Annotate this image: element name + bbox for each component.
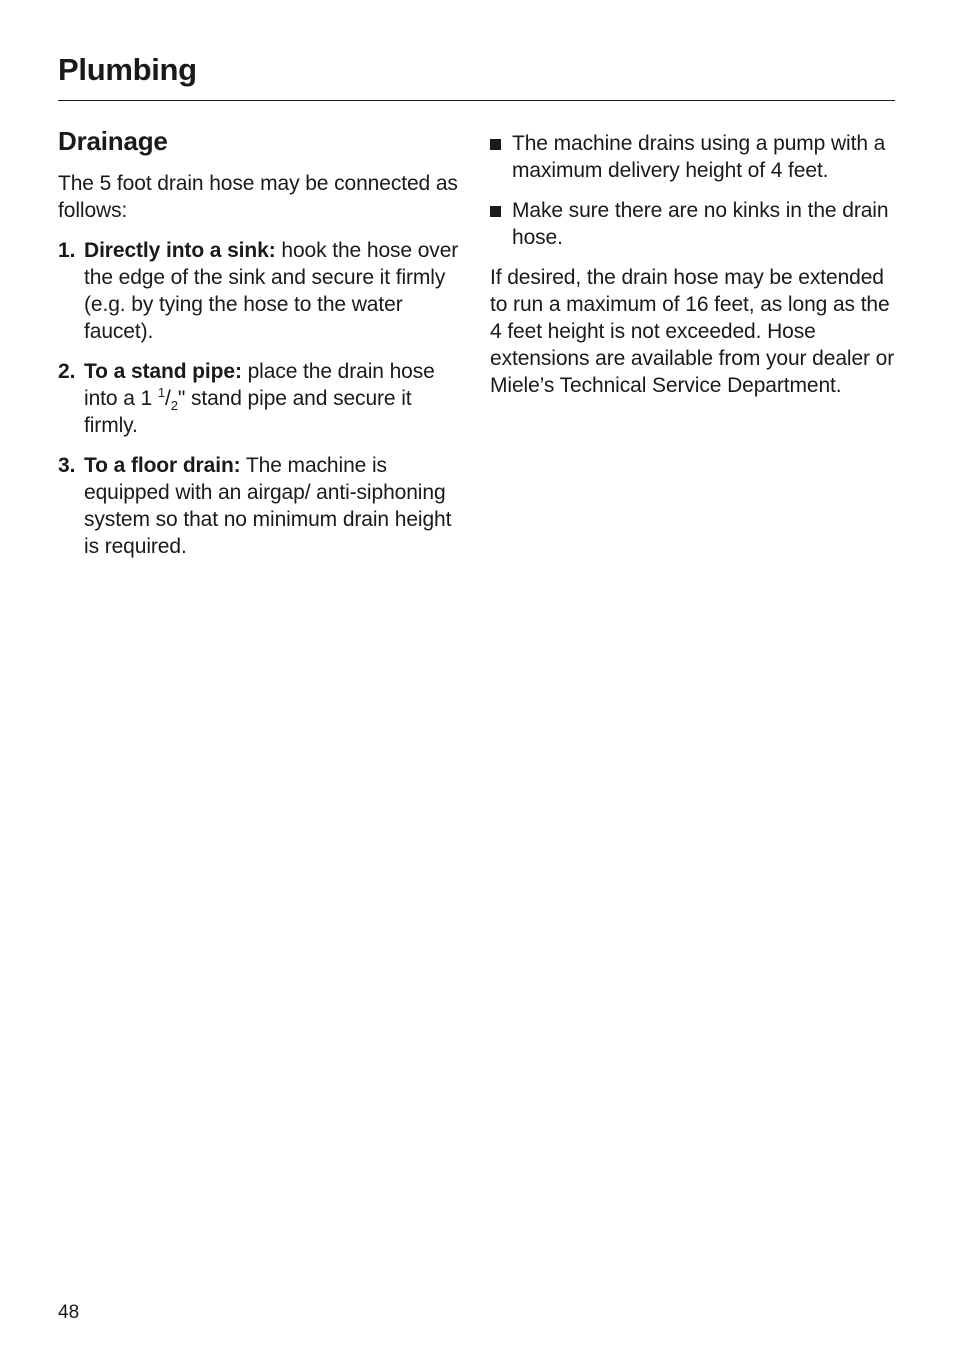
step-sink	[58, 237, 468, 345]
step-stand-pipe	[58, 358, 468, 439]
step-floor-drain	[58, 452, 468, 560]
square-bullet-icon	[490, 206, 501, 217]
bullet-no-kinks	[490, 197, 895, 251]
page-number: 48	[58, 1302, 80, 1323]
fraction-numerator: 1	[157, 385, 165, 400]
step-number: 1.	[58, 239, 76, 262]
section-heading-drainage: Drainage	[58, 126, 168, 156]
bullet-text: The machine drains using a pump with a maximum delivery height of 4 feet.	[512, 132, 886, 182]
bullet-text: Make sure there are no kinks in the drain hose.	[512, 199, 889, 249]
fraction-denominator: 2	[170, 398, 178, 414]
step-lead: To a floor drain:	[84, 454, 241, 477]
fraction-separator: /	[164, 387, 171, 410]
connection-steps-list	[58, 237, 468, 560]
step-lead: To a stand pipe:	[84, 360, 242, 383]
fraction	[157, 385, 178, 414]
step-lead: Directly into a sink:	[84, 239, 276, 262]
step-text-after: " stand pipe and secure it firmly.	[84, 387, 412, 437]
page-title: Plumbing	[58, 52, 197, 87]
step-text: hook the hose over the edge of the sink and secure it firmly (e.g. by tying the hose to the water faucet).	[84, 239, 459, 343]
extension-paragraph: If desired, the drain hose may be extended to run a maximum of 16 feet, as long as the 4 feet height is not exceeded. Hose extensions are available from your dealer or Miele’s Technical Service Department.	[490, 266, 895, 397]
bullet-pump-height	[490, 130, 895, 184]
right-column	[490, 130, 895, 399]
step-number: 2.	[58, 360, 76, 383]
step-text: The machine is equipped with an airgap/ anti-siphoning system so that no minimum drain height is required.	[84, 454, 452, 558]
step-text: place the drain hose into a 1	[84, 360, 435, 410]
left-column	[58, 124, 468, 573]
title-divider	[58, 100, 895, 101]
step-number: 3.	[58, 454, 76, 477]
square-bullet-icon	[490, 139, 501, 150]
notes-bullet-list	[490, 130, 895, 251]
intro-paragraph: The 5 foot drain hose may be connected as follows:	[58, 172, 458, 222]
